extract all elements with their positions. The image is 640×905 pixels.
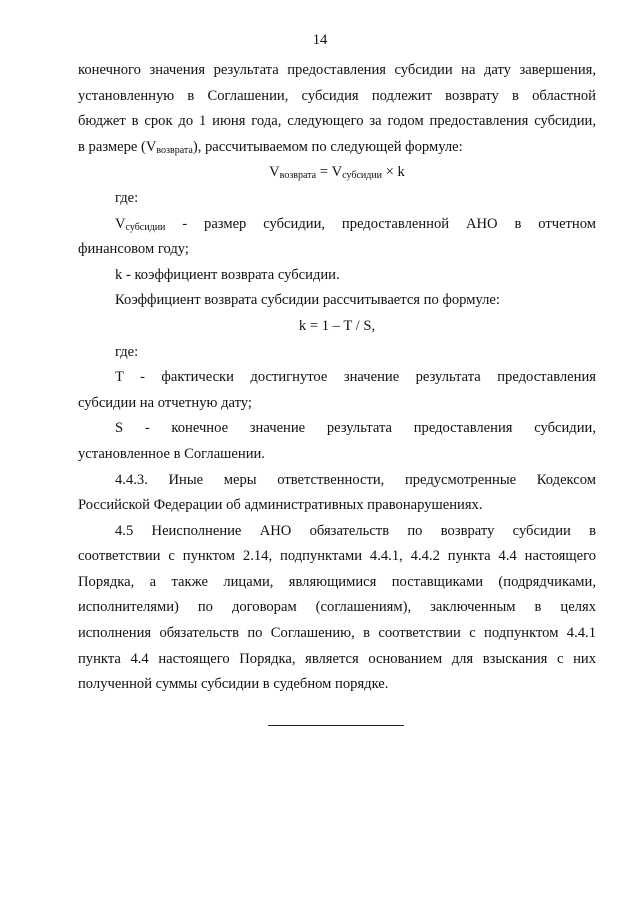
formula-part: = V bbox=[316, 164, 343, 181]
definition-t bbox=[78, 365, 596, 416]
definition-v bbox=[78, 212, 596, 263]
formula-part: V bbox=[269, 164, 280, 181]
text-line: бюджет в срок до 1 июня года, следующего за годом предоставления субсидии, bbox=[78, 113, 596, 130]
page-number: 14 bbox=[312, 32, 328, 48]
text-line: Российской Федерации об административных правонарушениях. bbox=[78, 497, 483, 514]
text-line: исполнителями) по договорам (соглашениям), заключенным в целях bbox=[78, 599, 596, 616]
document-body bbox=[78, 58, 596, 698]
paragraph-4-4-3 bbox=[78, 468, 596, 519]
subscript: субсидии bbox=[125, 221, 166, 233]
formula-part: × k bbox=[382, 164, 405, 181]
text-line: субсидии на отчетную дату; bbox=[78, 394, 252, 411]
text-line: установленное в Соглашении. bbox=[78, 445, 265, 462]
definition-k: k - коэффициент возврата субсидии. bbox=[115, 266, 340, 283]
text-fragment: - размер субсидии, предоставленной АНО в отчетном bbox=[165, 215, 596, 232]
definition-s bbox=[78, 416, 596, 467]
text-line: T - фактически достигнутое значение результата предоставления bbox=[115, 369, 596, 386]
text-line: конечного значения результата предоставления субсидии на дату завершения, bbox=[78, 62, 596, 78]
subscript: возврата bbox=[156, 144, 193, 156]
text-fragment: в размере (V bbox=[78, 138, 157, 155]
paragraph-refund bbox=[78, 58, 596, 160]
where-label: где: bbox=[115, 343, 139, 360]
where-label: где: bbox=[115, 189, 139, 206]
text-line bbox=[78, 135, 596, 161]
text-line bbox=[78, 212, 596, 238]
text-line: полученной суммы субсидии в судебном порядке. bbox=[78, 676, 389, 693]
text-line: соответствии с пунктом 2.14, подпунктами 4.4.1, 4.4.2 пункта 4.4 настоящего bbox=[78, 548, 596, 565]
formula-refund bbox=[78, 160, 596, 186]
text-line: 4.5 Неисполнение АНО обязательств по возврату субсидии в bbox=[115, 522, 596, 539]
text-fragment: ), рассчитываемом по следующей формуле: bbox=[192, 138, 463, 155]
text-line: установленную в Соглашении, субсидия подлежит возврату в областной bbox=[78, 87, 596, 104]
formula-coefficient: k = 1 – T / S, bbox=[298, 317, 376, 334]
end-divider bbox=[268, 725, 404, 726]
text-line: финансовом году; bbox=[78, 241, 189, 258]
text-line: пункта 4.4 настоящего Порядка, является основанием для взыскания с них bbox=[78, 650, 596, 667]
text-fragment: V bbox=[115, 215, 126, 232]
text-line: 4.4.3. Иные меры ответственности, предусмотренные Кодексом bbox=[115, 471, 596, 488]
paragraph-4-5 bbox=[78, 519, 596, 698]
subscript: субсидии bbox=[342, 170, 383, 182]
subscript: возврата bbox=[279, 170, 317, 182]
coefficient-intro: Коэффициент возврата субсидии рассчитывается по формуле: bbox=[115, 292, 500, 309]
text-line: исполнения обязательств по Соглашению, в соответствии с подпунктом 4.4.1 bbox=[78, 625, 596, 642]
text-line: S - конечное значение результата предоставления субсидии, bbox=[115, 420, 596, 437]
text-line: Порядка, а также лицами, являющимися поставщиками (подрядчиками, bbox=[78, 573, 596, 590]
